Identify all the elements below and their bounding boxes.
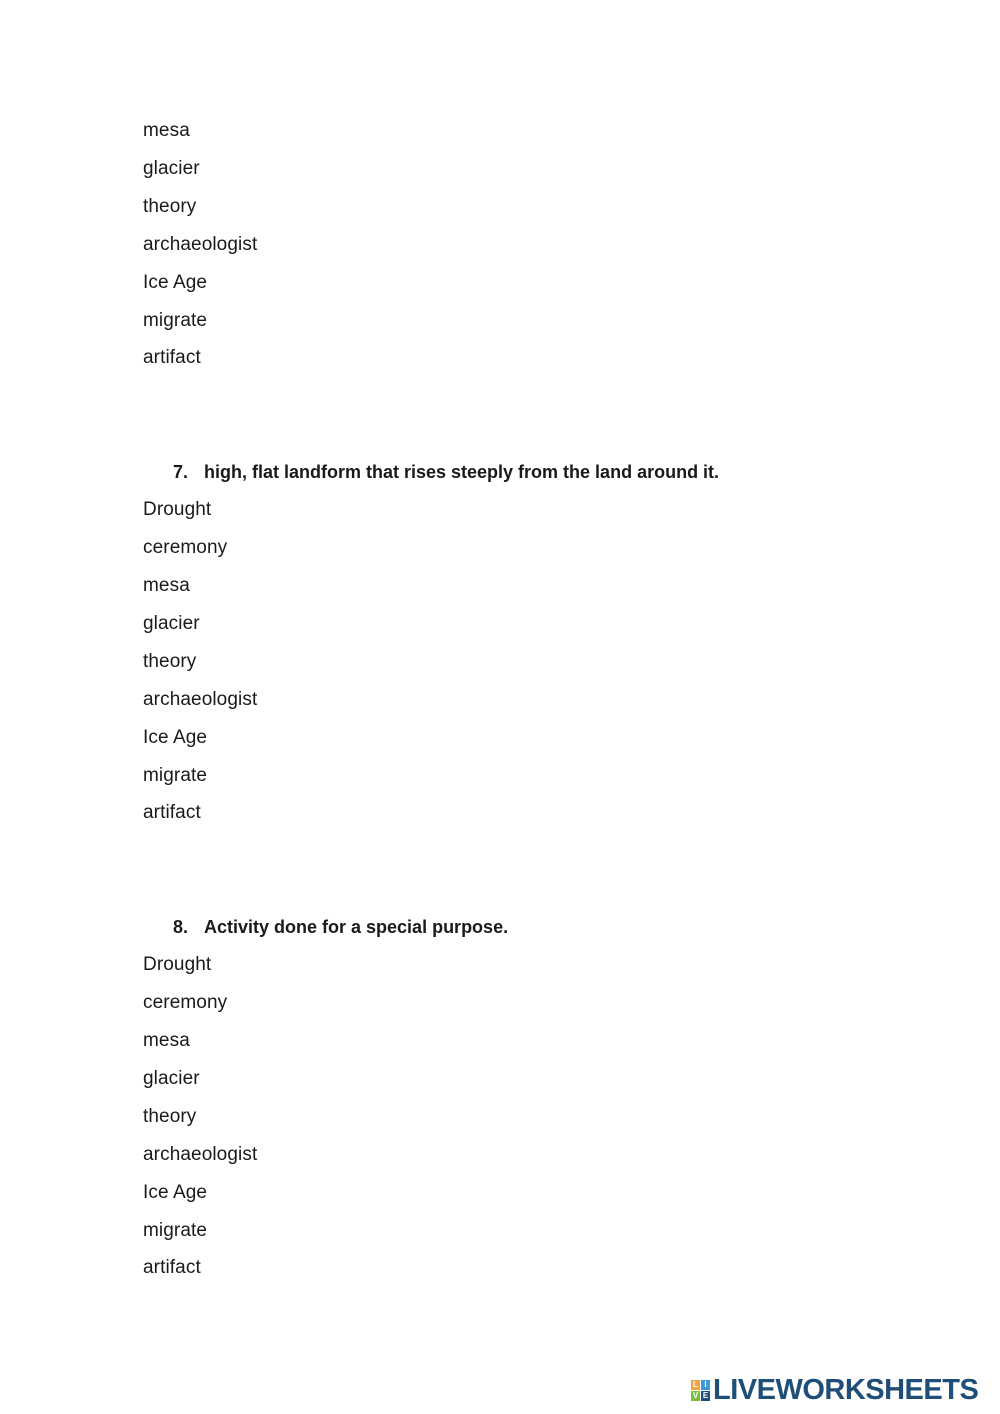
option-migrate[interactable]: migrate [143, 765, 208, 786]
option-mesa[interactable]: mesa [143, 120, 190, 141]
logo-mark-letter: L [691, 1380, 700, 1390]
question-number: 7. [173, 462, 189, 482]
logo-mark-letter: E [702, 1390, 709, 1400]
option-ice-age[interactable]: Ice Age [143, 1182, 208, 1203]
option-ice-age[interactable]: Ice Age [143, 272, 208, 293]
option-migrate[interactable]: migrate [143, 310, 208, 331]
question-8 [173, 915, 508, 939]
option-archaeologist[interactable]: archaeologist [143, 689, 258, 710]
logo-text: LIVEWORKSHEETS [713, 1373, 979, 1406]
liveworksheets-logo [691, 1375, 978, 1405]
logo-mark-letter: I [701, 1380, 710, 1390]
logo-mark-icon [691, 1380, 710, 1401]
option-ice-age[interactable]: Ice Age [143, 727, 208, 748]
option-artifact[interactable]: artifact [143, 1257, 201, 1278]
option-glacier[interactable]: glacier [143, 158, 200, 179]
option-drought[interactable]: Drought [143, 954, 212, 975]
question-text: high, flat landform that rises steeply from the land around it. [204, 462, 720, 482]
option-glacier[interactable]: glacier [143, 613, 200, 634]
question-7 [173, 460, 719, 484]
option-theory[interactable]: theory [143, 196, 197, 217]
option-artifact[interactable]: artifact [143, 347, 201, 368]
option-ceremony[interactable]: ceremony [143, 992, 228, 1013]
question-text: Activity done for a special purpose. [204, 917, 509, 937]
option-theory[interactable]: theory [143, 651, 197, 672]
logo-mark-letter: V [692, 1390, 699, 1400]
option-ceremony[interactable]: ceremony [143, 537, 228, 558]
option-migrate[interactable]: migrate [143, 1220, 208, 1241]
question-number: 8. [173, 917, 189, 937]
option-archaeologist[interactable]: archaeologist [143, 1144, 258, 1165]
option-artifact[interactable]: artifact [143, 802, 201, 823]
option-glacier[interactable]: glacier [143, 1068, 200, 1089]
option-theory[interactable]: theory [143, 1106, 197, 1127]
option-archaeologist[interactable]: archaeologist [143, 234, 258, 255]
option-drought[interactable]: Drought [143, 499, 212, 520]
option-mesa[interactable]: mesa [143, 575, 190, 596]
option-mesa[interactable]: mesa [143, 1030, 190, 1051]
